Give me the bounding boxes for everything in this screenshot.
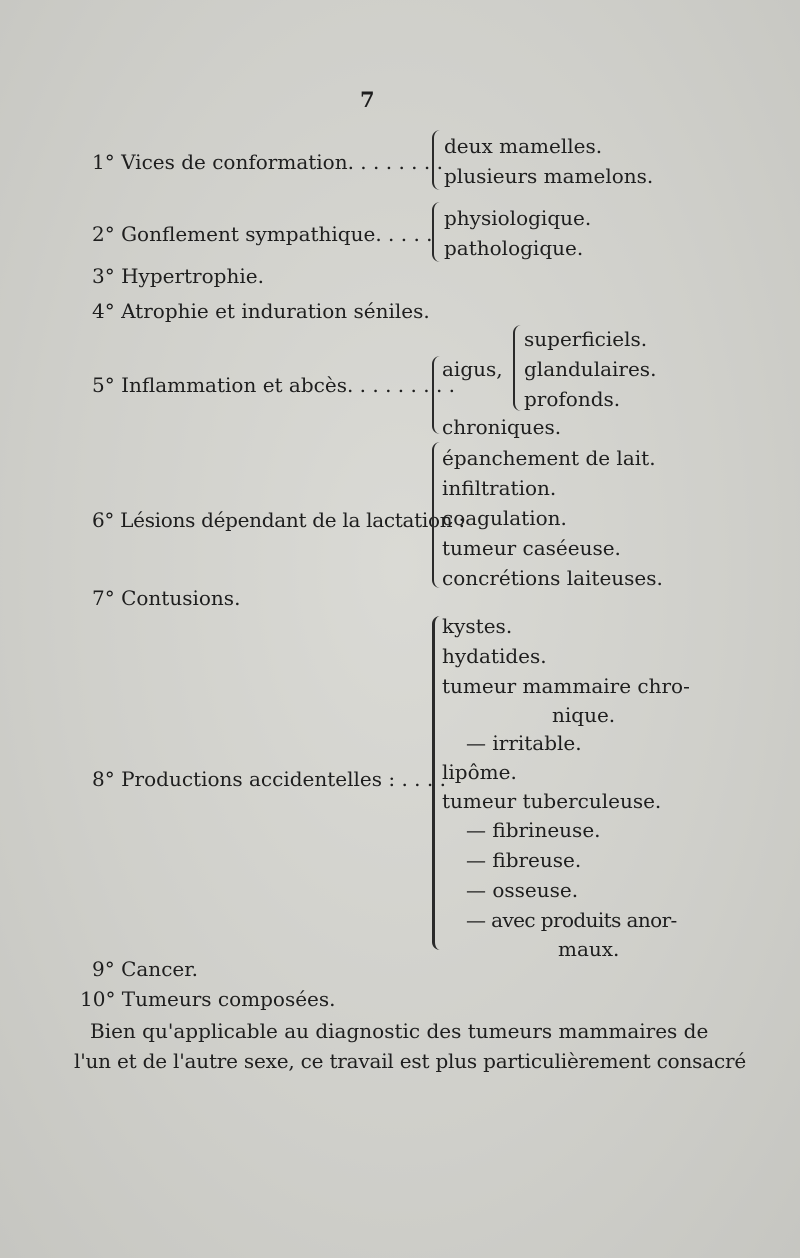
item-3-label: 3° Hypertrophie. — [92, 264, 264, 288]
item-1-sub-2: plusieurs mamelons. — [444, 164, 654, 188]
paragraph-line-2: l'un et de l'autre sexe, ce travail est plus particulièrement consacré — [74, 1049, 746, 1073]
item-8-sub-1: kystes. — [442, 614, 513, 638]
brace-8 — [432, 616, 441, 950]
item-6-label: 6° Lésions dépendant de la lactation : — [92, 508, 465, 532]
item-8-sub-7: tumeur tuberculeuse. — [442, 789, 662, 813]
paragraph-line-1: Bien qu'applicable au diagnostic des tumeurs mammaires de — [90, 1019, 709, 1043]
item-8-sub-9: — fibreuse. — [466, 848, 582, 872]
item-6-sub-2: infiltration. — [442, 476, 557, 500]
item-2-label: 2° Gonflement sympathique. . . . . — [92, 222, 433, 246]
item-1-sub-1: deux mamelles. — [444, 134, 603, 158]
item-8-sub-6: lipôme. — [442, 760, 517, 784]
brace-1 — [432, 130, 440, 190]
brace-5-aigus — [513, 325, 521, 411]
page-number: 7 — [360, 87, 375, 112]
item-6-sub-5: concrétions laiteuses. — [442, 566, 663, 590]
item-8-sub-4: nique. — [552, 703, 616, 727]
item-5-aigus-sub-2: glandulaires. — [524, 357, 657, 381]
item-5-label: 5° Inflammation et abcès. . . . . . . . . — [92, 373, 456, 397]
item-5-aigus: aigus, — [442, 357, 503, 381]
item-10-label: 10° Tumeurs composées. — [80, 987, 336, 1011]
item-8-label: 8° Productions accidentelles : . . . . — [92, 767, 446, 791]
item-8-sub-5: — irritable. — [466, 731, 582, 755]
item-6-sub-1: épanchement de lait. — [442, 446, 656, 470]
item-5-chroniques: chroniques. — [442, 415, 562, 439]
item-8-sub-2: hydatides. — [442, 644, 547, 668]
item-8-sub-8: — fibrineuse. — [466, 818, 601, 842]
item-2-sub-2: pathologique. — [444, 236, 584, 260]
item-5-aigus-sub-3: profonds. — [524, 387, 621, 411]
brace-2 — [432, 202, 440, 262]
item-8-sub-3: tumeur mammaire chro- — [442, 674, 690, 698]
brace-5 — [432, 356, 440, 434]
item-8-sub-12: maux. — [558, 937, 620, 961]
item-9-label: 9° Cancer. — [92, 957, 198, 981]
brace-6 — [432, 442, 440, 588]
item-8-sub-11: — avec produits anor- — [466, 908, 677, 932]
item-8-sub-10: — osseuse. — [466, 878, 579, 902]
item-6-sub-4: tumeur caséeuse. — [442, 536, 621, 560]
item-2-sub-1: physiologique. — [444, 206, 592, 230]
item-6-sub-3: coagulation. — [442, 506, 567, 530]
item-4-label: 4° Atrophie et induration séniles. — [92, 299, 430, 323]
item-1-label: 1° Vices de conformation. . . . . . . . — [92, 150, 443, 174]
item-5-aigus-sub-1: superficiels. — [524, 327, 648, 351]
item-7-label: 7° Contusions. — [92, 586, 241, 610]
